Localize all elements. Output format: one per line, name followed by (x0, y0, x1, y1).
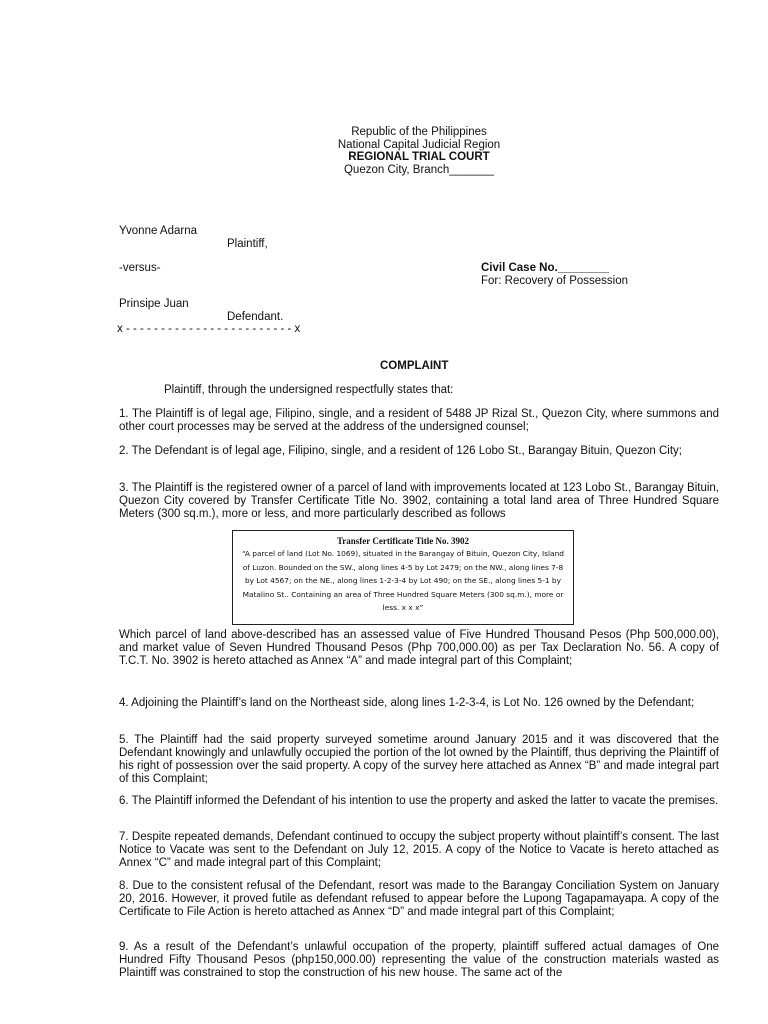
paragraph-6: 6. The Plaintiff informed the Defendant of his intention to use the property and asked the latter to vacate the premises. (119, 795, 719, 807)
plaintiff-name: Yvonne Adarna (119, 225, 198, 237)
header-branch: Quezon City, Branch_______ (343, 164, 495, 176)
title-box-heading: Transfer Certificate Title No. 3902 (336, 536, 470, 546)
defendant-label: Defendant. (227, 311, 284, 323)
plaintiff-label: Plaintiff, (227, 238, 268, 250)
paragraph-8: 8. Due to the consistent refusal of the Defendant, resort was made to the Barangay Conciliation System on January 20, 2016. However, it proved futile as defendant refused to appear before the Lupong Tagapamayapa. A copy of the Certificate to File Action is hereto attached as Annex “D” and made integral part of this Complaint; (119, 880, 719, 918)
paragraph-9: 9. As a result of the Defendant’s unlawful occupation of the property, plaintiff suffered actual damages of One Hundred Fifty Thousand Pesos (php150,000.00) representing the value of the construction materials wasted as Plaintiff was constrained to stop the construction of his new house. The same act of the (119, 941, 719, 979)
paragraph-2: 2. The Defendant is of legal age, Filipino, single, and a resident of 126 Lobo St., Barangay Bituin, Quezon City; (119, 445, 683, 457)
caption-separator: x - - - - - - - - - - - - - - - - - - - - - - - - x (117, 323, 301, 335)
defendant-name: Prinsipe Juan (119, 298, 189, 310)
title-box-text: “A parcel of land (Lot No. 1069), situated in the Barangay of Bituin, Quezon City, Island of Luzon. Bounded on the SW., along lines 4-5 by Lot 2479; on the NW., along lines 7-8 by Lot 4567; on the NE., along lines 1-2-3-4 by Lot 490; on the SE., along lines 5-1 by Matalino St.. Containing an area of Three Hundred Square Meters (300 sq.m.), more or less. x x x” (242, 549, 564, 612)
civil-case-number: Civil Case No.________ (481, 262, 609, 274)
case-nature: For: Recovery of Possession (481, 275, 629, 287)
header-republic: Republic of the Philippines (351, 126, 487, 138)
header-region: National Capital Judicial Region (337, 139, 501, 151)
complaint-title: COMPLAINT (380, 360, 449, 372)
intro-text: Plaintiff, through the undersigned respectfully states that: (164, 384, 454, 396)
versus-label: -versus- (119, 262, 161, 274)
title-description-box (232, 530, 574, 625)
paragraph-3-continued: Which parcel of land above-described has an assessed value of Five Hundred Thousand Pesos (Php 500,000.00), and market value of Seven Hundred Thousand Pesos (Php 700,000.00) as per Tax Declaration No. 56. A copy of T.C.T. No. 3902 is hereto attached as Annex “A” and made integral part of this Complaint; (119, 629, 719, 667)
header-court: REGIONAL TRIAL COURT (348, 151, 490, 163)
paragraph-5: 5. The Plaintiff had the said property surveyed sometime around January 2015 and it was discovered that the Defendant knowingly and unlawfully occupied the portion of the lot owned by the Plaintiff, thus depriving the Plaintiff of his right of possession over the said property. A copy of the survey here attached as Annex “B” and made integral part of this Complaint; (119, 734, 719, 785)
paragraph-7: 7. Despite repeated demands, Defendant continued to occupy the subject property without plaintiff’s consent. The last Notice to Vacate was sent to the Defendant on July 12, 2015. A copy of the Notice to Vacate is hereto attached as Annex “C” and made integral part of this Complaint; (119, 831, 719, 869)
paragraph-3: 3. The Plaintiff is the registered owner of a parcel of land with improvements located at 123 Lobo St., Barangay Bituin, Quezon City covered by Transfer Certificate Title No. 3902, containing a total land area of Three Hundred Square Meters (300 sq.m.), more or less, and more particularly described as follows (119, 482, 719, 520)
paragraph-1: 1. The Plaintiff is of legal age, Filipino, single, and a resident of 5488 JP Rizal St., Quezon City, where summons and other court processes may be served at the address of the undersigned counsel; (119, 408, 719, 433)
paragraph-4: 4. Adjoining the Plaintiff’s land on the Northeast side, along lines 1-2-3-4, is Lot No. 126 owned by the Defendant; (119, 697, 695, 709)
